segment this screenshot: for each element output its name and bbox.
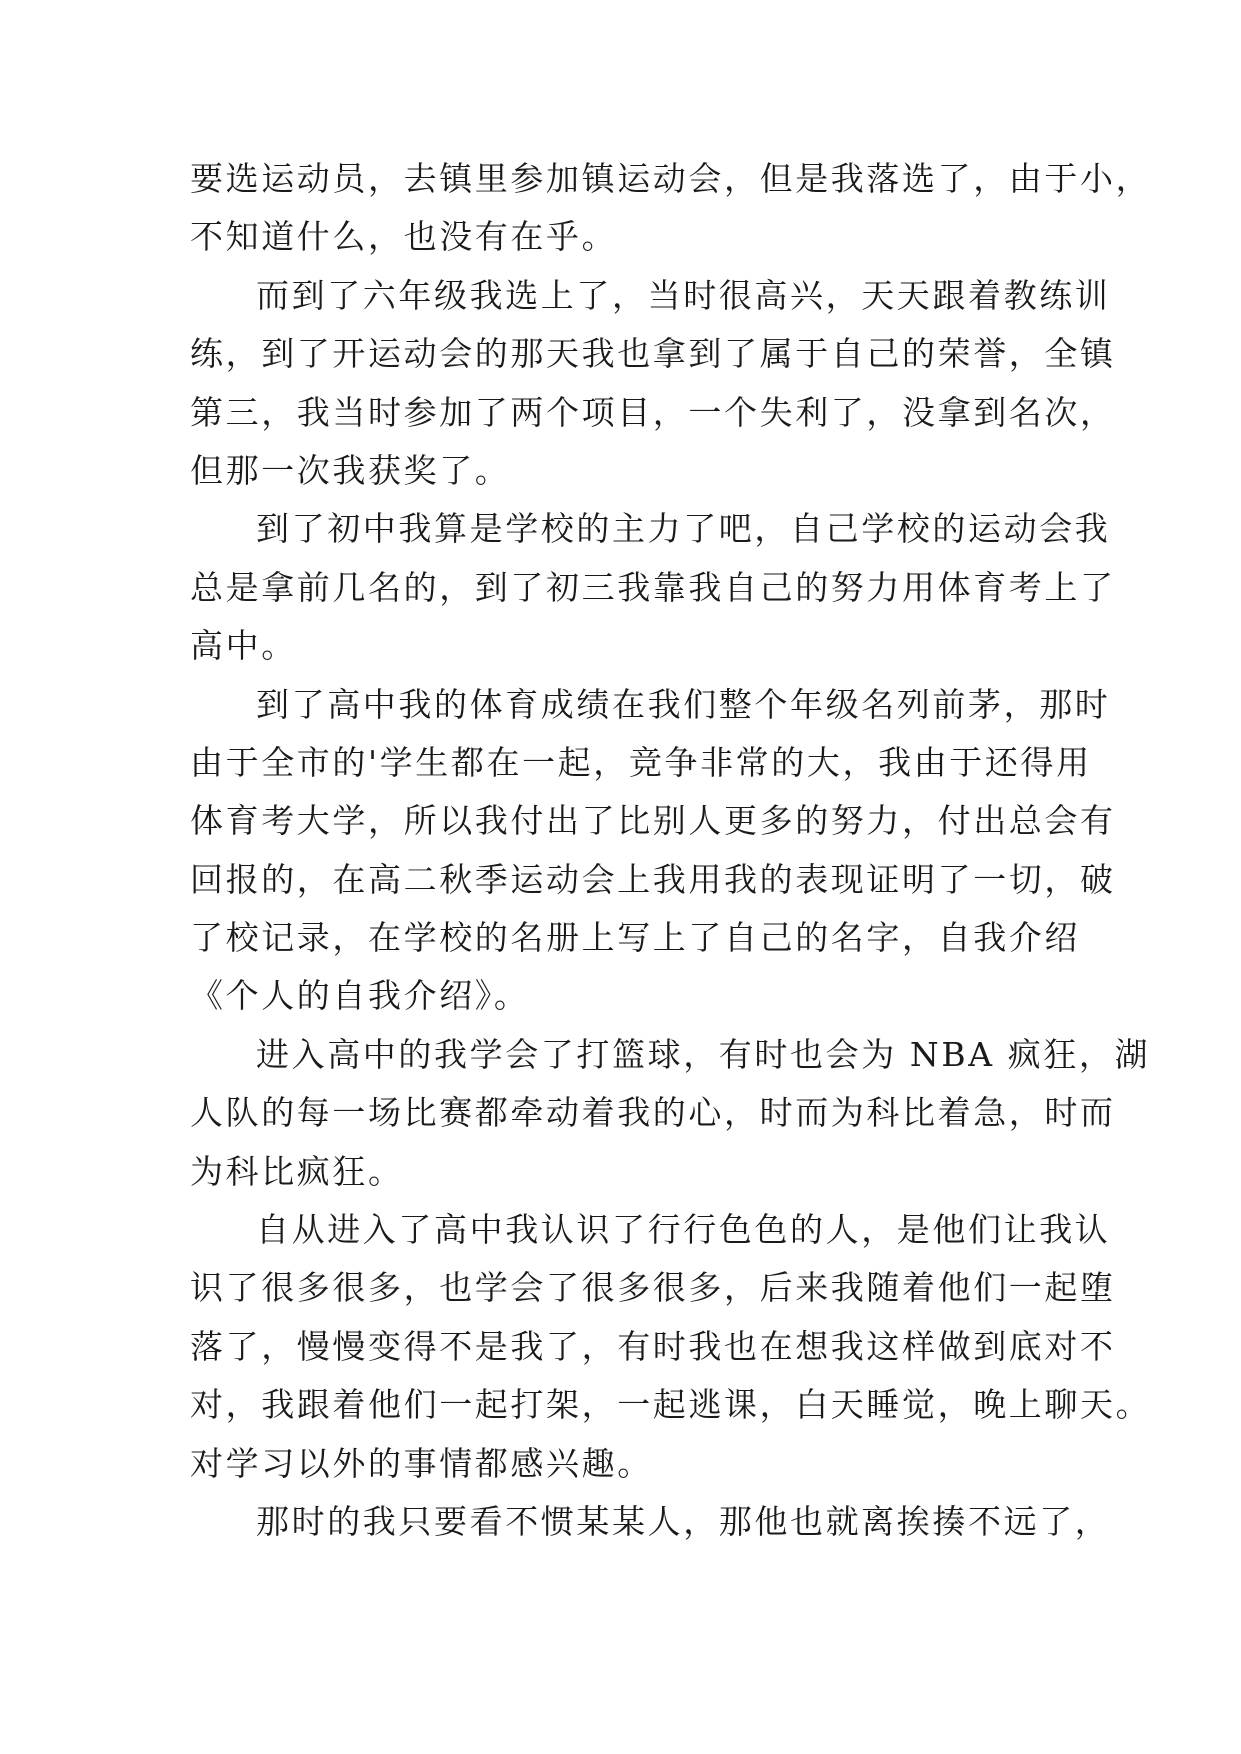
paragraph-first-line: 那时的我只要看不惯某某人，那他也就离挨揍不远了， — [256, 1501, 1111, 1541]
paragraph-first-line: 进入高中的我学会了打篮球，有时也会为 NBA 疯狂，湖 — [256, 1034, 1151, 1074]
paragraph-first-line: 自从进入了高中我认识了行行色色的人，是他们让我认 — [256, 1210, 1111, 1250]
text-line: 总是拿前几名的，到了初三我靠我自己的努力用体育考上了 — [190, 567, 1116, 607]
paragraph-first-line: 到了高中我的体育成绩在我们整个年级名列前茅，那时 — [256, 684, 1111, 724]
text-line: 对，我跟着他们一起打架，一起逃课，白天睡觉，晚上聊天。 — [190, 1385, 1152, 1425]
text-line: 落了，慢慢变得不是我了，有时我也在想我这样做到底对不 — [190, 1326, 1116, 1366]
text-line: 回报的，在高二秋季运动会上我用我的表现证明了一切，破 — [190, 859, 1116, 899]
text-line: 第三，我当时参加了两个项目，一个失利了，没拿到名次， — [190, 392, 1116, 432]
text-line: 《个人的自我介绍》。 — [190, 976, 530, 1016]
text-line: 不知道什么，也没有在乎。 — [190, 217, 618, 257]
paragraph-first-line: 而到了六年级我选上了，当时很高兴，天天跟着教练训 — [256, 275, 1111, 315]
text-line: 人队的每一场比赛都牵动着我的心，时而为科比着急，时而 — [190, 1093, 1116, 1133]
text-line: 为科比疯狂。 — [190, 1151, 404, 1191]
text-line: 体育考大学，所以我付出了比别人更多的努力，付出总会有 — [190, 801, 1116, 841]
text-line: 了校记录，在学校的名册上写上了自己的名字，自我介绍 — [190, 918, 1080, 958]
document-body — [190, 150, 1152, 1551]
text-line: 练，到了开运动会的那天我也拿到了属于自己的荣誉，全镇 — [190, 334, 1116, 374]
text-line: 要选运动员，去镇里参加镇运动会，但是我落选了，由于小， — [190, 159, 1152, 198]
text-line: 对学习以外的事情都感兴趣。 — [190, 1443, 653, 1483]
paragraph-first-line: 到了初中我算是学校的主力了吧，自己学校的运动会我 — [256, 509, 1111, 549]
text-line: 由于全市的'学生都在一起，竞争非常的大，我由于还得用 — [190, 742, 1092, 782]
text-line: 识了很多很多，也学会了很多很多，后来我随着他们一起堕 — [190, 1268, 1116, 1308]
text-line: 高中。 — [190, 626, 297, 666]
text-line: 但那一次我获奖了。 — [190, 450, 511, 490]
